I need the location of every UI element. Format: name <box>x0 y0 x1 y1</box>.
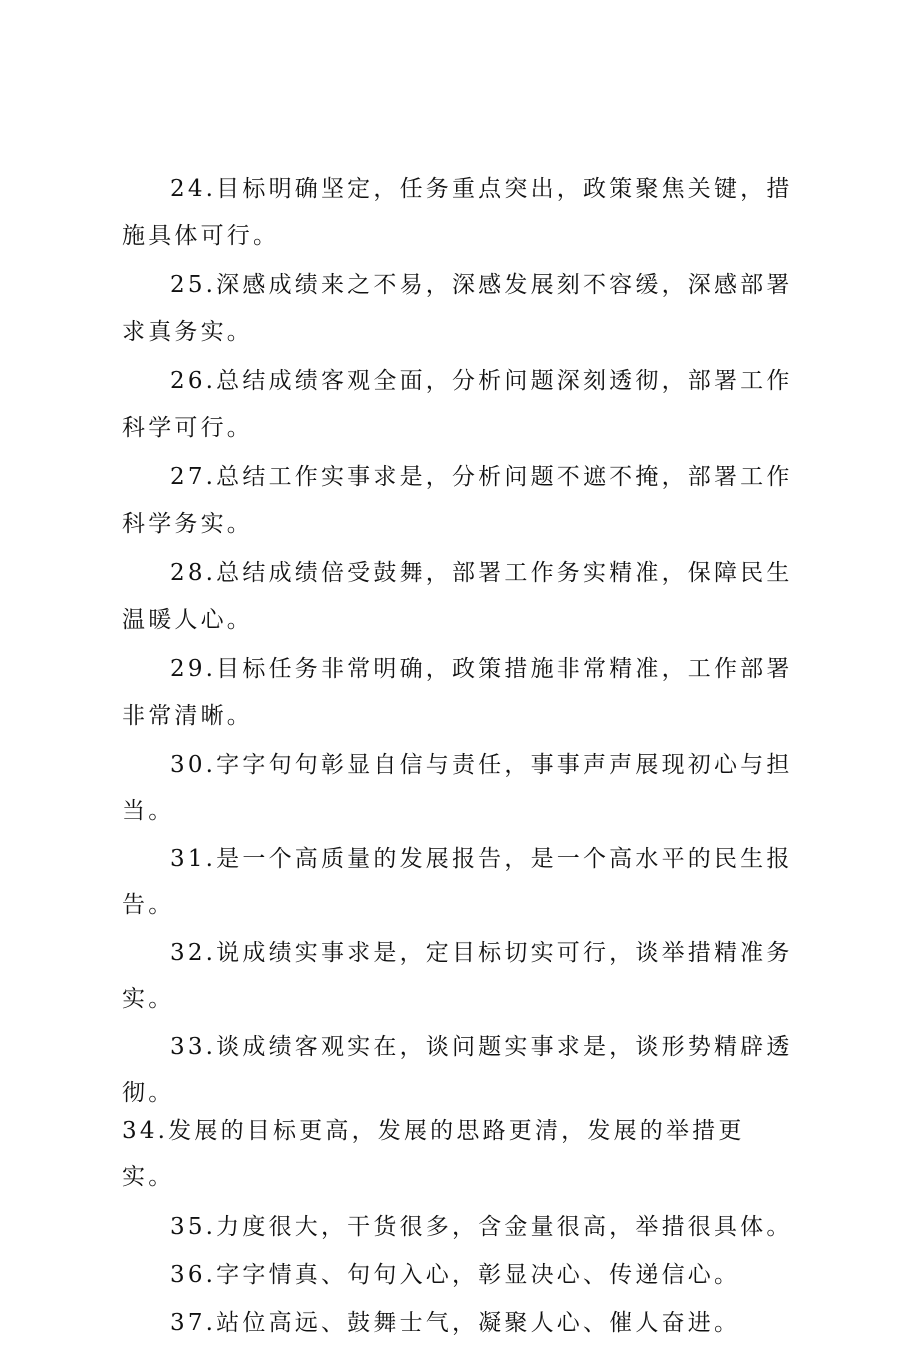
list-item: 27.总结工作实事求是，分析问题不遮不掩，部署工作科学务实。 <box>122 464 793 537</box>
list-item: 29.目标任务非常明确，政策措施非常精准，工作部署非常清晰。 <box>122 656 793 729</box>
list-item: 36.字字情真、句句入心，彰显决心、传递信心。 <box>170 1262 741 1288</box>
list-item: 33.谈成绩客观实在，谈问题实事求是，谈形势精辟透彻。 <box>122 1034 793 1106</box>
list-item: 25.深感成绩来之不易，深感发展刻不容缓，深感部署求真务实。 <box>122 272 793 345</box>
list-item: 31.是一个高质量的发展报告，是一个高水平的民生报告。 <box>122 846 793 918</box>
document-body <box>122 166 794 1346</box>
list-item: 28.总结成绩倍受鼓舞，部署工作务实精准，保障民生温暖人心。 <box>122 560 793 633</box>
list-item: 30.字字句句彰显自信与责任，事事声声展现初心与担当。 <box>122 752 793 824</box>
list-item: 35.力度很大，干货很多，含金量很高，举措很具体。 <box>170 1214 793 1240</box>
list-item: 32.说成绩实事求是，定目标切实可行，谈举措精准务实。 <box>122 940 793 1012</box>
list-item: 24.目标明确坚定，任务重点突出，政策聚焦关键，措施具体可行。 <box>122 176 793 249</box>
list-item: 37.站位高远、鼓舞士气，凝聚人心、催人奋进。 <box>170 1310 741 1336</box>
list-item: 26.总结成绩客观全面，分析问题深刻透彻，部署工作科学可行。 <box>122 368 793 441</box>
list-item: 34.发展的目标更高，发展的思路更清，发展的举措更实。 <box>122 1118 745 1190</box>
